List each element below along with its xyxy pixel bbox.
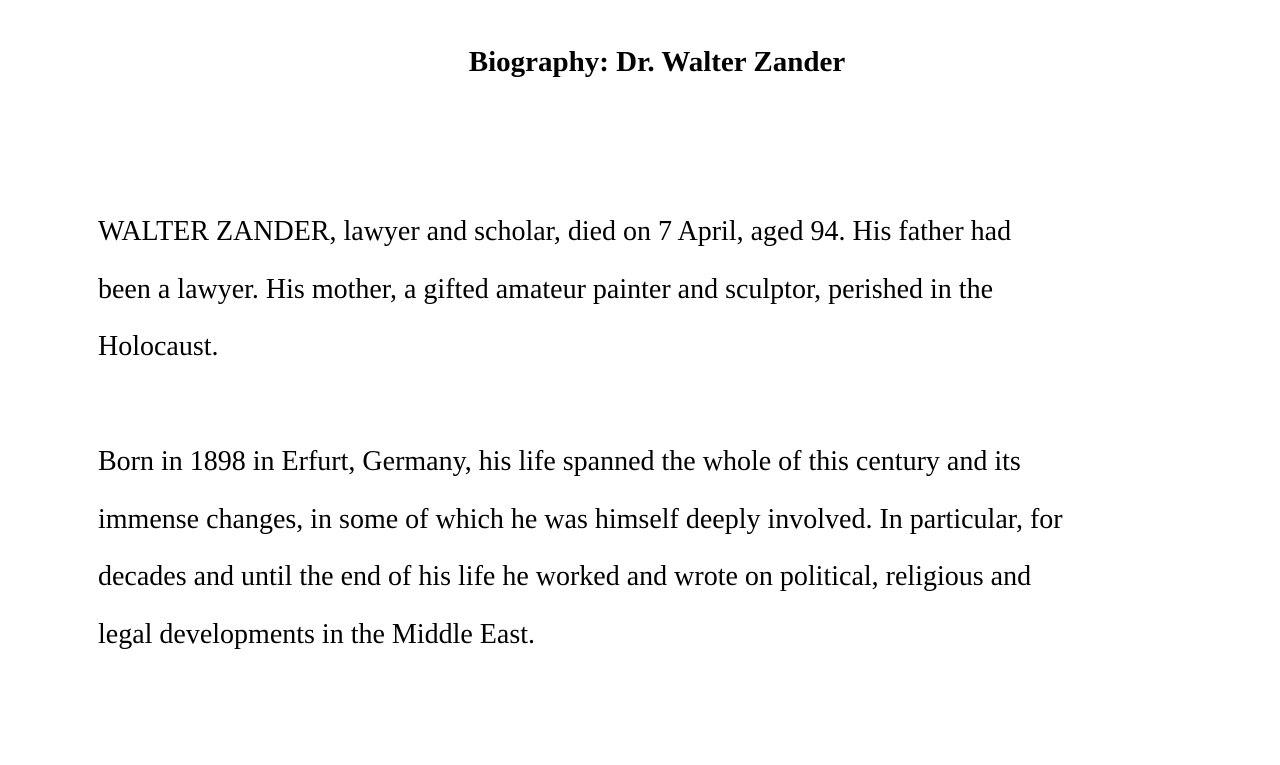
document-body: [98, 203, 1216, 663]
paragraph-obituary-intro: [98, 203, 1216, 376]
text-line: Born in 1898 in Erfurt, Germany, his life spanned the whole of this century and its: [98, 446, 1021, 477]
document-page: [0, 45, 1280, 765]
paragraph-life-overview: [98, 433, 1216, 663]
text-line: been a lawyer. His mother, a gifted amateur painter and sculptor, perished in the: [98, 273, 994, 305]
text-line: WALTER ZANDER, lawyer and scholar, died on 7 April, aged 94. His father had: [98, 216, 1012, 247]
document-title: Biography: Dr. Walter Zander: [468, 46, 846, 78]
text-line: immense changes, in some of which he was himself deeply involved. In particular, for: [98, 503, 1063, 535]
text-line: Holocaust.: [98, 331, 219, 362]
text-line: legal developments in the Middle East.: [98, 618, 536, 650]
text-line: decades and until the end of his life he worked and wrote on political, religious and: [98, 561, 1032, 592]
